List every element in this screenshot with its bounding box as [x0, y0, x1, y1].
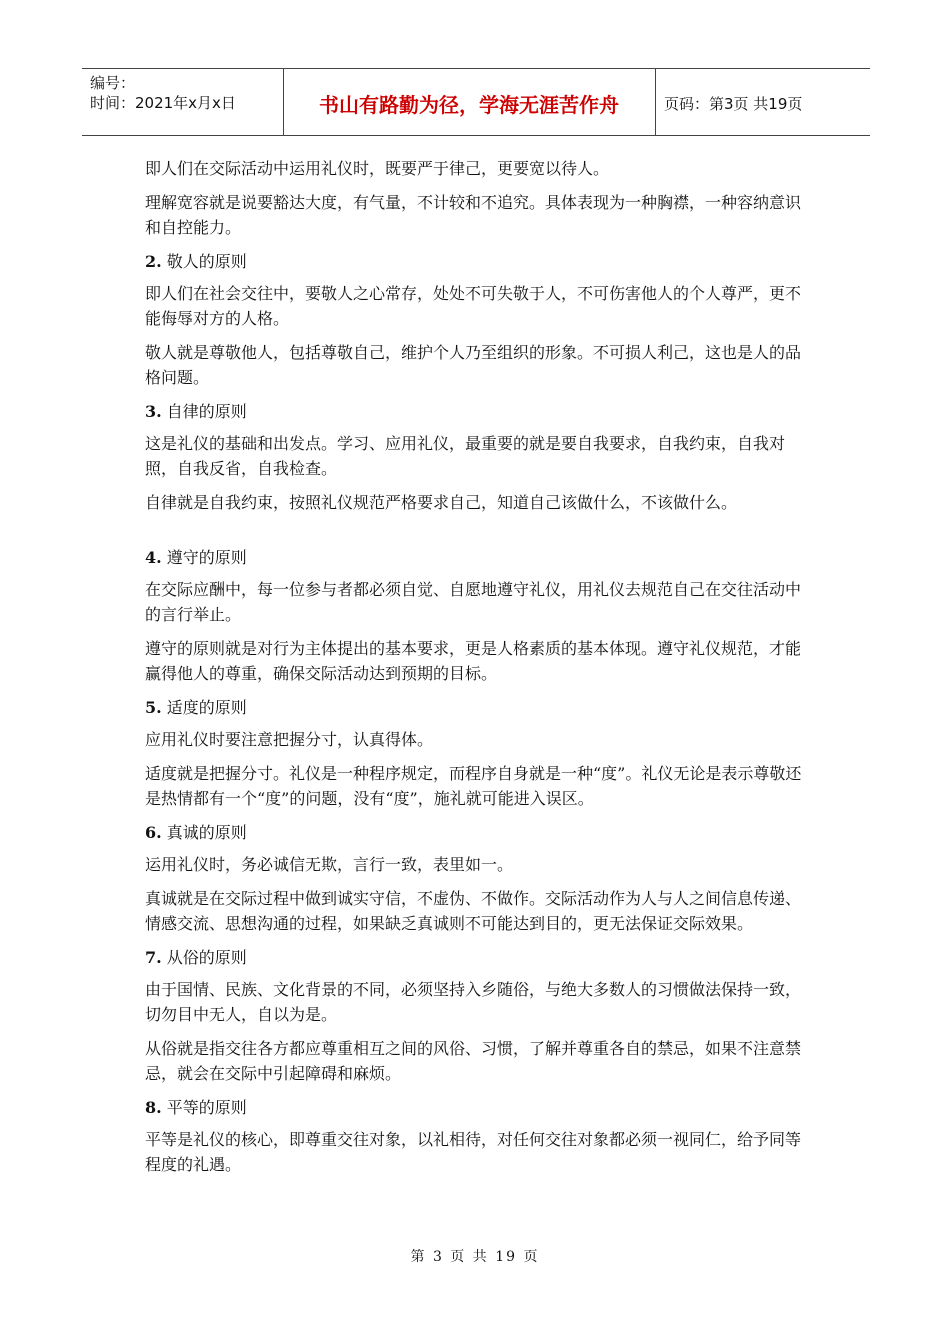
document-body	[145, 156, 815, 1186]
paragraph: 理解宽容就是说要豁达大度，有气量，不计较和不追究。具体表现为一种胸襟，一种容纳意识和自控能力。	[145, 193, 802, 237]
paragraph: 运用礼仪时，务必诚信无欺，言行一致，表里如一。	[145, 855, 514, 874]
section-title: 自律的原则	[166, 402, 247, 421]
paragraph: 遵守的原则就是对行为主体提出的基本要求，更是人格素质的基本体现。遵守礼仪规范，才能赢得他人的尊重，确保交际活动达到预期的目标。	[145, 639, 802, 683]
section-number: 7.	[145, 948, 162, 967]
section-heading	[145, 1095, 815, 1120]
section-title: 真诚的原则	[166, 823, 247, 842]
paragraph: 从俗就是指交往各方都应尊重相互之间的风俗、习惯，了解并尊重各自的禁忌，如果不注意禁忌，就会在交际中引起障碍和麻烦。	[145, 1039, 802, 1083]
section-title: 适度的原则	[166, 698, 247, 717]
section-title: 从俗的原则	[166, 948, 247, 967]
paragraph: 自律就是自我约束，按照礼仪规范严格要求自己，知道自己该做什么，不该做什么。	[145, 493, 738, 512]
paragraph: 平等是礼仪的核心，即尊重交往对象，以礼相待，对任何交往对象都必须一视同仁，给予同等程度的礼遇。	[145, 1130, 802, 1174]
paragraph: 在交际应酬中，每一位参与者都必须自觉、自愿地遵守礼仪，用礼仪去规范自己在交往活动中的言行举止。	[145, 580, 802, 624]
section-number: 2.	[145, 252, 162, 271]
section-number: 8.	[145, 1098, 162, 1117]
header-page-info: 页码：第3页 共19页	[664, 94, 803, 113]
section-number: 5.	[145, 698, 162, 717]
paragraph: 敬人就是尊敬他人，包括尊敬自己，维护个人乃至组织的形象。不可损人利己，这也是人的品格问题。	[145, 343, 802, 387]
page-header	[82, 68, 870, 136]
paragraph: 由于国情、民族、文化背景的不同，必须坚持入乡随俗，与绝大多数人的习惯做法保持一致，切勿目中无人，自以为是。	[145, 980, 802, 1024]
header-divider	[655, 69, 656, 135]
paragraph: 应用礼仪时要注意把握分寸，认真得体。	[145, 730, 434, 749]
section-heading	[145, 249, 815, 274]
paragraph: 适度就是把握分寸。礼仪是一种程序规定，而程序自身就是一种“度”。礼仪无论是表示尊敬还是热情都有一个“度”的问题，没有“度”，施礼就可能进入误区。	[145, 764, 802, 808]
section-heading	[145, 820, 815, 845]
section-title: 平等的原则	[166, 1098, 247, 1117]
document-number-label: 编号：	[90, 74, 136, 92]
section-title: 敬人的原则	[166, 252, 247, 271]
section-number: 4.	[145, 548, 162, 567]
paragraph: 真诚就是在交际过程中做到诚实守信，不虚伪、不做作。交际活动作为人与人之间信息传递、情感交流、思想沟通的过程，如果缺乏真诚则不可能达到目的，更无法保证交际效果。	[145, 889, 802, 933]
document-date: 时间：2021年x月x日	[90, 94, 236, 112]
header-meta	[90, 73, 280, 113]
section-heading	[145, 945, 815, 970]
paragraph: 即人们在交际活动中运用礼仪时，既要严于律己，更要宽以待人。	[145, 159, 610, 178]
header-motto: 书山有路勤为径，学海无涯苦作舟	[319, 92, 619, 117]
section-number: 6.	[145, 823, 162, 842]
page-footer: 第 3 页 共 19 页	[410, 1249, 540, 1265]
section-heading	[145, 695, 815, 720]
section-heading	[145, 545, 815, 570]
paragraph: 即人们在社会交往中，要敬人之心常存，处处不可失敬于人，不可伤害他人的个人尊严，更不能侮辱对方的人格。	[145, 284, 802, 328]
section-number: 3.	[145, 402, 162, 421]
section-heading	[145, 399, 815, 424]
paragraph: 这是礼仪的基础和出发点。学习、应用礼仪，最重要的就是要自我要求，自我约束，自我对照，自我反省，自我检查。	[145, 434, 786, 478]
section-title: 遵守的原则	[166, 548, 247, 567]
